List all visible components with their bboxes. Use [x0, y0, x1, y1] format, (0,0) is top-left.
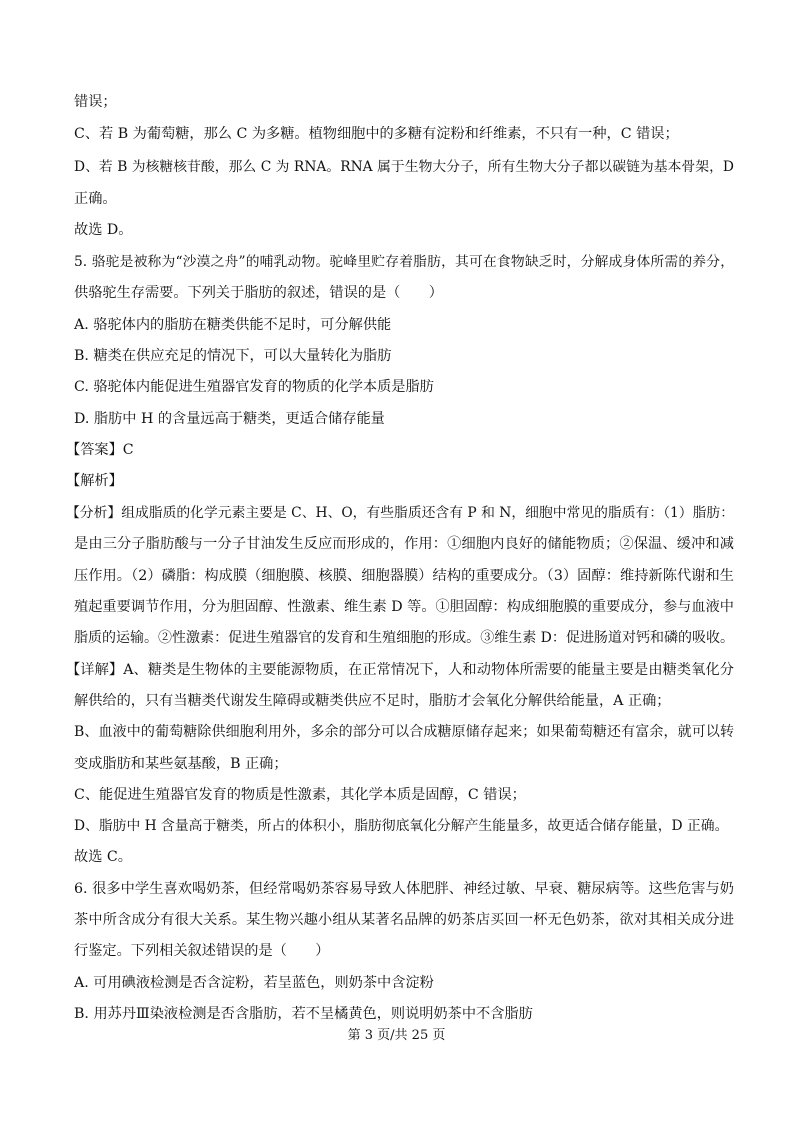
- detail-text: 变成脂肪和某些氨基酸，B 正确；: [74, 756, 288, 772]
- option-c: C. 骆驼体内能促进生殖器官发育的物质的化学本质是脂肪: [74, 379, 434, 395]
- question-5-stem: 供骆驼生存需要。下列关于脂肪的叙述，错误的是（ ）: [74, 285, 443, 301]
- option-b: B. 糖类在供应充足的情况下，可以大量转化为脂肪: [74, 348, 392, 364]
- page-footer: 第 3 页/共 25 页: [347, 1028, 446, 1043]
- option-a: A. 可用碘液检测是否含淀粉，若呈蓝色，则奶茶中含淀粉: [74, 975, 434, 991]
- text-line: 故选 D。: [74, 222, 133, 238]
- question-6-stem: 行鉴定。下列相关叙述错误的是（ ）: [74, 943, 330, 959]
- analysis-text: 压作用。（2）磷脂：构成膜（细胞膜、核膜、细胞器膜）结构的重要成分。（3）固醇：维持新陈代谢和生: [74, 568, 734, 584]
- detail-text: B、血液中的葡萄糖除供细胞利用外，多余的部分可以合成糖原储存起来；如果葡萄糖还有富余，就可以转: [74, 724, 734, 740]
- question-5-stem: 5. 骆驼是被称为“沙漠之舟”的哺乳动物。驼峰里贮存着脂肪，其可在食物缺乏时，分解成身体所需的养分，: [74, 254, 734, 270]
- detail-text: C、能促进生殖器官发育的物质是性激素，其化学本质是固醇，C 错误；: [74, 787, 526, 803]
- question-6-stem: 6. 很多中学生喜欢喝奶茶，但经常喝奶茶容易导致人体肥胖、神经过敏、早衰、糖尿病等。这些危害与奶: [74, 881, 734, 897]
- text-line: D、若 B 为核糖核苷酸，那么 C 为 RNA。RNA 属于生物大分子，所有生物大分子都以碳链为基本骨架，D: [74, 159, 734, 175]
- detail-text: 解供给的，只有当糖类代谢发生障碍或糖类供应不足时，脂肪才会氧化分解供给能量，A 正确；: [74, 693, 671, 709]
- option-d: D. 脂肪中 H 的含量远高于糖类，更适合储存能量: [74, 411, 385, 427]
- analysis-text: 是由三分子脂肪酸与一分子甘油发生反应而形成的，作用：①细胞内良好的储能物质；②保温、缓冲和减: [74, 536, 734, 552]
- analysis-text: 脂质的运输。②性激素：促进生殖器官的发育和生殖细胞的形成。③维生素 D：促进肠道对钙和磷的吸收。: [74, 630, 734, 646]
- text-line: 故选 C。: [74, 849, 132, 865]
- detail-text: 【详解】A、糖类是生物体的主要能源物质，在正常情况下，人和动物体所需要的能量主要是由糖类氧化分: [66, 662, 734, 678]
- text-line: C、若 B 为葡萄糖，那么 C 为多糖。植物细胞中的多糖有淀粉和纤维素，不只有一种，C 错误；: [74, 126, 679, 142]
- answer-label: 【答案】C: [66, 442, 134, 458]
- text-line: 正确。: [74, 191, 117, 207]
- question-6-stem: 茶中所含成分有很大关系。某生物兴趣小组从某著名品牌的奶茶店买回一杯无色奶茶，欲对其相关成分进: [74, 912, 734, 928]
- analysis-text: 殖起重要调节作用，分为胆固醇、性激素、维生素 D 等。①胆固醇：构成细胞膜的重要成分，参与血液中: [74, 599, 734, 615]
- analysis-label: 【解析】: [66, 473, 123, 489]
- option-a: A. 骆驼体内的脂肪在糖类供能不足时，可分解供能: [74, 317, 392, 333]
- detail-text: D、脂肪中 H 含量高于糖类，所占的体积小，脂肪彻底氧化分解产生能量多，故更适合储存能量，D 正确。: [74, 818, 729, 834]
- text-line: 错误；: [74, 94, 117, 110]
- option-b: B. 用苏丹Ⅲ染液检测是否含脂肪，若不呈橘黄色，则说明奶茶中不含脂肪: [74, 1006, 533, 1022]
- analysis-text: 【分析】组成脂质的化学元素主要是 C、H、O，有些脂质还含有 P 和 N，细胞中常见的脂质有：（1）脂肪：: [66, 505, 734, 521]
